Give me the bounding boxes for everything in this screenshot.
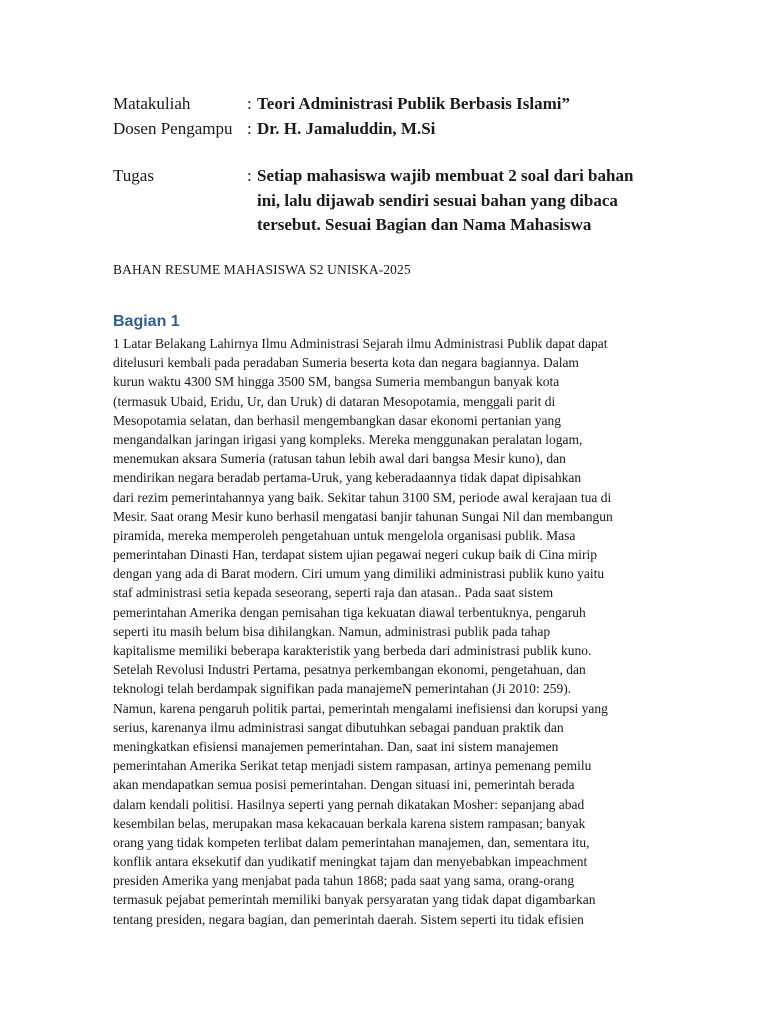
paragraph-line: Namun, karena pengaruh politik partai, pemerintah mengalami inefisiensi dan korupsi yang — [113, 700, 608, 716]
paragraph-line: dalam kendali politisi. Hasilnya seperti yang pernah dikatakan Mosher: sepanjang abad — [113, 796, 585, 812]
paragraph-line: piramida, mereka memperoleh pengetahuan untuk mengelola organisasi publik. Masa — [113, 527, 576, 543]
body-paragraph — [113, 334, 661, 929]
paragraph-line: serius, karenanya ilmu administrasi sangat dibutuhkan sebagai panduan praktik dan — [113, 719, 564, 735]
paragraph-line: mengandalkan jaringan irigasi yang kompleks. Mereka menggunakan peralatan logam, — [113, 431, 583, 447]
resume-title: BAHAN RESUME MAHASISWA S2 UNISKA-2025 — [113, 262, 411, 277]
matakuliah-value: Teori Administrasi Publik Berbasis Islami” — [257, 94, 570, 113]
paragraph-line: kapitalisme memiliki beberapa karakteristik yang berbeda dari administrasi publik kuno. — [113, 643, 592, 658]
paragraph-line: pemerintahan Amerika Serikat tetap menjadi sistem rampasan, artinya pemenang pemilu — [113, 758, 592, 774]
paragraph-line: termasuk pejabat pemerintah memiliki banyak persyaratan yang tidak dapat digambarkan — [113, 892, 596, 908]
tugas-line: Setiap mahasiswa wajib membuat 2 soal dari bahan — [257, 166, 634, 185]
paragraph-line: staf administrasi setia kepada seseorang, seperti raja dan atasan.. Pada saat sistem — [113, 585, 554, 601]
dosen-label: Dosen Pengampu — [113, 119, 233, 138]
paragraph-line: kesembilan belas, merupakan masa kekacauan berkala karena sistem rampasan; banyak — [113, 815, 586, 831]
section-heading: Bagian 1 — [113, 313, 180, 330]
dosen-row — [113, 117, 435, 141]
tugas-line: tersebut. Sesuai Bagian dan Nama Mahasiswa — [257, 215, 592, 234]
dosen-value: Dr. H. Jamaluddin, M.Si — [257, 119, 436, 138]
paragraph-line: menemukan aksara Sumeria (ratusan tahun lebih awal dari bangsa Mesir kuno), dan — [113, 451, 566, 467]
paragraph-line: Setelah Revolusi Industri Pertama, pesatnya perkembangan ekonomi, pengetahuan, dan — [113, 662, 586, 678]
paragraph-line: dari rezim pemerintahannya yang baik. Sekitar tahun 3100 SM, periode awal kerajaan tua di — [113, 489, 612, 505]
matakuliah-row — [113, 92, 570, 116]
paragraph-line: tentang presiden, negara bagian, dan pemerintah daerah. Sistem seperti itu tidak efisien — [113, 911, 584, 927]
paragraph-line: (termasuk Ubaid, Eridu, Ur, dan Uruk) di dataran Mesopotamia, menggali parit di — [113, 393, 556, 409]
paragraph-line: meningkatkan efisiensi manajemen pemerintahan. Dan, saat ini sistem manajemen — [113, 738, 559, 754]
paragraph-line: presiden Amerika yang menjabat pada tahun 1868; pada saat yang sama, orang-orang — [113, 873, 575, 889]
paragraph-line: pemerintahan Dinasti Han, terdapat sistem ujian pegawai negeri cukup baik di Cina mirip — [113, 547, 597, 563]
tugas-label: Tugas — [113, 166, 154, 185]
paragraph-line: konflik antara eksekutif dan yudikatif meningkat tajam dan menyebabkan impeachment — [113, 854, 588, 870]
paragraph-line: seperti itu masih belum bisa dihilangkan. Namun, administrasi publik pada tahap — [113, 623, 551, 639]
paragraph-line: orang yang tidak kompeten terlibat dalam pemerintahan manajemen, dan, sementara itu, — [113, 834, 590, 850]
paragraph-line: 1 Latar Belakang Lahirnya Ilmu Administrasi Sejarah ilmu Administrasi Publik dapat dapat — [113, 336, 608, 351]
paragraph-line: mendirikan negara beradab pertama-Uruk, yang keberadaannya tidak dapat dipisahkan — [113, 470, 582, 486]
matakuliah-colon: : — [247, 94, 252, 113]
paragraph-line: Mesir. Saat orang Mesir kuno berhasil mengatasi banjir tahunan Sungai Nil dan membangun — [113, 508, 613, 524]
paragraph-line: akan mendapatkan semua posisi pemerintahan. Dengan situasi ini, pemerintah berada — [113, 777, 575, 793]
matakuliah-label: Matakuliah — [113, 94, 191, 113]
paragraph-line: Mesopotamia selatan, dan berhasil mengembangkan dasar ekonomi pertanian yang — [113, 412, 561, 428]
paragraph-line: pemerintahan Amerika dengan pemisahan tiga kekuatan diawal terbentuknya, pengaruh — [113, 604, 586, 620]
tugas-value — [257, 164, 677, 238]
tugas-line: ini, lalu dijawab sendiri sesuai bahan yang dibaca — [257, 190, 618, 210]
paragraph-line: teknologi telah berdampak signifikan pada manajemeN pemerintahan (Ji 2010: 259). — [113, 681, 572, 697]
paragraph-line: ditelusuri kembali pada peradaban Sumeria beserta kota dan negara bagiannya. Dalam — [113, 355, 579, 371]
paragraph-line: dengan yang ada di Barat modern. Ciri umum yang dimiliki administrasi publik kuno yaitu — [113, 566, 605, 582]
paragraph-line: kurun waktu 4300 SM hingga 3500 SM, bangsa Sumeria membangun banyak kota — [113, 374, 560, 390]
dosen-colon: : — [247, 119, 252, 138]
tugas-colon: : — [247, 166, 252, 185]
